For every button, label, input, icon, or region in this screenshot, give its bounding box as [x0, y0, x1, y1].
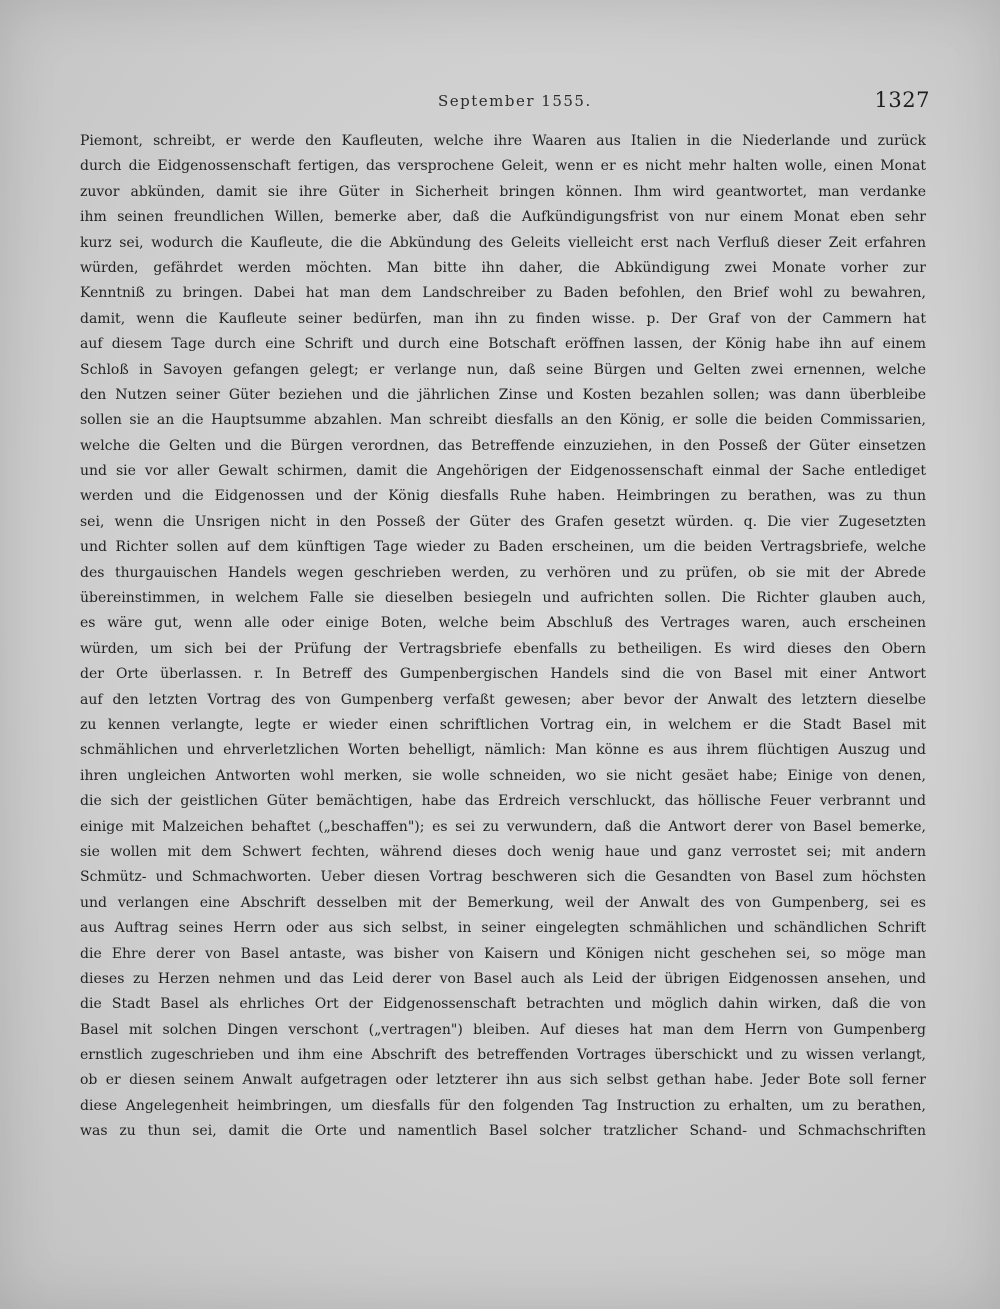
text-line: sollen sie an die Hauptsumme abzahlen. Man schreibt diesfalls an den König, er solle die beiden Commissarien,: [80, 412, 926, 429]
text-line: Schmütz- und Schmachworten. Ueber diesen Vortrag beschweren sich die Gesandten von Basel zum höchsten: [80, 869, 926, 886]
text-line: ernstlich zugeschrieben und ihm eine Abschrift des betreffenden Vortrages überschickt und zu wissen verlangt,: [80, 1047, 926, 1064]
text-line: des thurgauischen Handels wegen geschrieben werden, zu verhören und zu prüfen, ob sie mit der Abrede: [80, 564, 926, 581]
text-line: sei, wenn die Unsrigen nicht in den Posseß der Güter des Grafen gesetzt würden. q. Die vier Zugesetzten: [80, 513, 926, 530]
text-line: kurz sei, wodurch die Kaufleute, die die Abkündung des Geleits vielleicht erst nach Verfluß dieser Zeit erfahren: [80, 234, 926, 251]
text-line: zuvor abkünden, damit sie ihre Güter in Sicherheit bringen können. Ihm wird geantwortet, man verdanke: [80, 183, 926, 200]
page-number: 1327: [874, 88, 930, 112]
running-head: [0, 88, 1000, 114]
running-head-date: September 1555.: [438, 92, 592, 110]
text-line: Basel mit solchen Dingen verschont („vertragen") bleiben. Auf dieses hat man dem Herrn von Gumpenberg: [80, 1021, 926, 1038]
text-line: Kenntniß zu bringen. Dabei hat man dem Landschreiber zu Baden befohlen, den Brief wohl zu bewahren,: [80, 285, 926, 302]
text-line: welche die Gelten und die Bürgen verordnen, das Betreffende einzuziehen, in den Posseß der Güter einsetzen: [80, 437, 926, 454]
text-line: sie wollen mit dem Schwert fechten, während dieses doch wenig haue und ganz verrostet sei; mit andern: [80, 843, 926, 860]
text-line: und sie vor aller Gewalt schirmen, damit die Angehörigen der Eidgenossenschaft einmal der Sache entlediget: [80, 463, 926, 480]
text-line: würden, gefährdet werden möchten. Man bitte ihn daher, die Abkündigung zwei Monate vorher zur: [80, 259, 926, 276]
text-line: einige mit Malzeichen behaftet („beschaffen"); es sei zu verwundern, daß die Antwort derer von Basel bemerke,: [80, 818, 926, 835]
text-line: schmählichen und ehrverletzlichen Worten behelligt, nämlich: Man könne es aus ihrem flüchtigen Auszug und: [80, 742, 926, 759]
text-line: was zu thun sei, damit die Orte und namentlich Basel solcher tratzlicher Schand- und Schmachschriften: [80, 1123, 926, 1140]
text-line: ihren ungleichen Antworten wohl merken, sie wolle schneiden, wo sie nicht gesäet habe; Einige von denen,: [80, 767, 926, 784]
text-line: Schloß in Savoyen gefangen gelegt; er verlange nun, daß seine Bürgen und Gelten zwei ernennen, welche: [80, 361, 926, 378]
text-line: Piemont, schreibt, er werde den Kaufleuten, welche ihre Waaren aus Italien in die Niederlande und zurück: [80, 133, 926, 149]
text-line: und verlangen eine Abschrift desselben mit der Bemerkung, weil der Anwalt des von Gumpenberg, sei es: [80, 894, 926, 911]
text-line: ihm seinen freundlichen Willen, bemerke aber, daß die Aufkündigungsfrist von nur einem Monat eben sehr: [80, 209, 926, 226]
text-line: damit, wenn die Kaufleute seiner bedürfen, man ihn zu finden wisse. p. Der Graf von der Cammern hat: [80, 310, 926, 327]
text-line: ob er diesen seinem Anwalt aufgetragen oder letzterer ihn aus sich selbst gethan habe. Jeder Bote soll ferner: [80, 1072, 926, 1089]
text-line: diese Angelegenheit heimbringen, um diesfalls für den folgenden Tag Instruction zu erhalten, um zu berathen,: [80, 1097, 926, 1114]
text-line: die Ehre derer von Basel antaste, was bisher von Kaisern und Königen nicht geschehen sei, so möge man: [80, 945, 926, 962]
text-line: und Richter sollen auf dem künftigen Tage wieder zu Baden erscheinen, um die beiden Vertragsbriefe, welche: [80, 539, 926, 556]
text-line: auf den letzten Vortrag des von Gumpenberg verfaßt gewesen; aber bevor der Anwalt des letztern dieselbe: [80, 691, 926, 708]
text-line: auf diesem Tage durch eine Schrift und durch eine Botschaft eröffnen lassen, der König habe ihn auf einem: [80, 336, 926, 353]
text-line: die sich der geistlichen Güter bemächtigen, habe das Erdreich verschluckt, das höllische Feuer verbrannt und: [80, 793, 926, 810]
text-line: durch die Eidgenossenschaft fertigen, das versprochene Geleit, wenn er es nicht mehr halten wolle, einen Monat: [80, 158, 926, 175]
text-line: übereinstimmen, in welchem Falle sie dieselben besiegeln und aufrichten sollen. Die Richter glauben auch,: [80, 590, 926, 607]
text-line: zu kennen verlangte, legte er wieder einen schriftlichen Vortrag ein, in welchem er die Stadt Basel mit: [80, 716, 926, 733]
text-line: aus Auftrag seines Herrn oder aus sich selbst, in seiner eingelegten schmählichen und schändlichen Schrift: [80, 920, 926, 937]
text-line: dieses zu Herzen nehmen und das Leid derer von Basel auch als Leid der übrigen Eidgenossen ansehen, und: [80, 970, 926, 987]
text-line: werden und die Eidgenossen und der König diesfalls Ruhe haben. Heimbringen zu berathen, was zu thun: [80, 488, 926, 505]
text-line: es wäre gut, wenn alle oder einige Boten, welche beim Abschluß des Vertrages waren, auch erscheinen: [80, 615, 926, 632]
text-line: die Stadt Basel als ehrliches Ort der Eidgenossenschaft betrachten und möglich dahin wirken, daß die von: [80, 996, 926, 1013]
text-line: der Orte überlassen. r. In Betreff des Gumpenbergischen Handels sind die von Basel mit einer Antwort: [80, 666, 926, 683]
text-line: würden, um sich bei der Prüfung der Vertragsbriefe ebenfalls zu betheiligen. Es wird dieses den Obern: [80, 640, 926, 657]
body-text: [80, 129, 926, 1145]
text-line: den Nutzen seiner Güter beziehen und die jährlichen Zinse und Kosten bezahlen sollen; was dann überbleibe: [80, 386, 926, 403]
